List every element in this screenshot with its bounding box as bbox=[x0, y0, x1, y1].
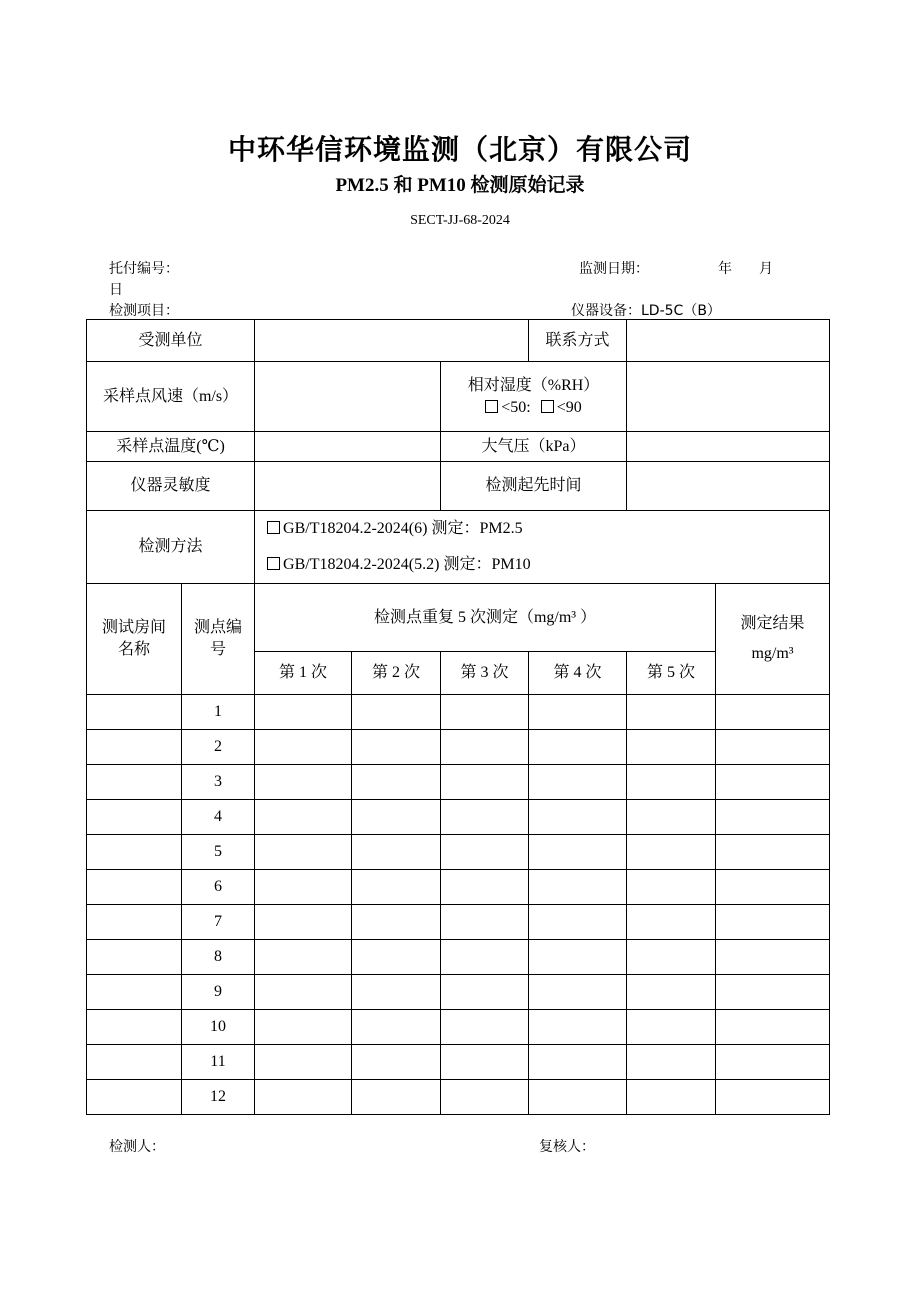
measurement-cell[interactable] bbox=[529, 905, 627, 940]
record-table bbox=[86, 319, 830, 1115]
measurement-cell[interactable] bbox=[352, 695, 441, 730]
humidity-checkbox-1[interactable] bbox=[485, 400, 498, 413]
entrust-no-label: 托付编号： bbox=[109, 261, 179, 277]
round-header: 第 5 次 bbox=[627, 652, 716, 695]
measurement-cell[interactable] bbox=[529, 870, 627, 905]
table-row bbox=[87, 870, 830, 905]
table-row bbox=[87, 940, 830, 975]
sensitivity-value[interactable] bbox=[255, 462, 441, 511]
measurement-cell[interactable] bbox=[255, 835, 352, 870]
table-row bbox=[87, 905, 830, 940]
point-number: 1 bbox=[182, 695, 255, 730]
round-header: 第 3 次 bbox=[441, 652, 529, 695]
measurement-cell[interactable] bbox=[441, 730, 529, 765]
table-row bbox=[87, 1045, 830, 1080]
method-options bbox=[255, 511, 830, 584]
humidity-checkbox-2[interactable] bbox=[541, 400, 554, 413]
method-checkbox-2[interactable] bbox=[267, 557, 280, 570]
wind-label: 采样点风速（m/s） bbox=[87, 362, 255, 432]
result-cell[interactable] bbox=[716, 975, 830, 1010]
result-cell[interactable] bbox=[716, 800, 830, 835]
method-option-2: GB/T18204.2-2024(5.2) 测定：PM10 bbox=[283, 556, 531, 573]
measurement-cell[interactable] bbox=[441, 870, 529, 905]
table-row bbox=[87, 730, 830, 765]
measurement-cell[interactable] bbox=[529, 800, 627, 835]
measurement-cell[interactable] bbox=[529, 695, 627, 730]
room-name-cell[interactable] bbox=[87, 695, 182, 730]
measurement-cell[interactable] bbox=[255, 695, 352, 730]
pressure-label: 大气压（kPa） bbox=[441, 432, 627, 462]
measurement-cell[interactable] bbox=[441, 835, 529, 870]
room-name-cell[interactable] bbox=[87, 870, 182, 905]
measurement-cell[interactable] bbox=[529, 730, 627, 765]
result-cell[interactable] bbox=[716, 905, 830, 940]
point-number: 4 bbox=[182, 800, 255, 835]
month-label: 月 bbox=[759, 261, 773, 277]
temp-value[interactable] bbox=[255, 432, 441, 462]
point-number: 2 bbox=[182, 730, 255, 765]
table-row bbox=[87, 835, 830, 870]
result-header-cell bbox=[716, 584, 830, 695]
room-name-cell[interactable] bbox=[87, 835, 182, 870]
measurement-cell[interactable] bbox=[627, 835, 716, 870]
room-name-cell[interactable] bbox=[87, 800, 182, 835]
measurement-cell[interactable] bbox=[352, 1080, 441, 1115]
table-row bbox=[87, 1010, 830, 1045]
humidity-opt2: <90 bbox=[556, 398, 582, 416]
point-number: 3 bbox=[182, 765, 255, 800]
table-row bbox=[87, 765, 830, 800]
measurement-cell[interactable] bbox=[255, 730, 352, 765]
measurement-cell[interactable] bbox=[255, 800, 352, 835]
room-name-cell[interactable] bbox=[87, 1010, 182, 1045]
table-row bbox=[87, 800, 830, 835]
measurement-cell[interactable] bbox=[627, 940, 716, 975]
result-unit: mg/m³ bbox=[751, 645, 794, 662]
measurement-cell[interactable] bbox=[352, 940, 441, 975]
measurement-cell[interactable] bbox=[441, 800, 529, 835]
point-number: 9 bbox=[182, 975, 255, 1010]
method-checkbox-1[interactable] bbox=[267, 521, 280, 534]
contact-label: 联系方式 bbox=[529, 320, 627, 362]
result-cell[interactable] bbox=[716, 695, 830, 730]
measurement-cell[interactable] bbox=[352, 870, 441, 905]
measurement-cell[interactable] bbox=[255, 765, 352, 800]
measurement-cell[interactable] bbox=[255, 975, 352, 1010]
measurement-cell[interactable] bbox=[255, 940, 352, 975]
measurement-cell[interactable] bbox=[441, 1010, 529, 1045]
room-name-cell[interactable] bbox=[87, 765, 182, 800]
wind-value[interactable] bbox=[255, 362, 441, 432]
unit-value[interactable] bbox=[255, 320, 529, 362]
measurement-cell[interactable] bbox=[627, 800, 716, 835]
point-number: 8 bbox=[182, 940, 255, 975]
measurement-cell[interactable] bbox=[529, 1010, 627, 1045]
item-label: 检测项目： bbox=[109, 303, 179, 319]
year-label: 年 bbox=[718, 261, 732, 277]
humidity-cell bbox=[441, 362, 627, 432]
measurement-cell[interactable] bbox=[441, 695, 529, 730]
measurement-cell[interactable] bbox=[441, 905, 529, 940]
measurement-cell[interactable] bbox=[627, 695, 716, 730]
room-name-cell[interactable] bbox=[87, 940, 182, 975]
measurement-cell[interactable] bbox=[441, 940, 529, 975]
room-name-cell[interactable] bbox=[87, 905, 182, 940]
measurement-cell[interactable] bbox=[627, 1045, 716, 1080]
measurement-cell[interactable] bbox=[352, 765, 441, 800]
measurement-cell[interactable] bbox=[529, 1080, 627, 1115]
measurement-cell[interactable] bbox=[255, 870, 352, 905]
point-number: 12 bbox=[182, 1080, 255, 1115]
table-row bbox=[87, 695, 830, 730]
result-header: 测定结果 bbox=[740, 615, 805, 632]
point-number: 11 bbox=[182, 1045, 255, 1080]
measurement-cell[interactable] bbox=[441, 765, 529, 800]
measurement-cell[interactable] bbox=[352, 835, 441, 870]
measurement-cell[interactable] bbox=[529, 940, 627, 975]
room-name-cell[interactable] bbox=[87, 1080, 182, 1115]
measurement-cell[interactable] bbox=[255, 1010, 352, 1045]
measurement-cell[interactable] bbox=[255, 1080, 352, 1115]
measurement-cell[interactable] bbox=[529, 835, 627, 870]
measurement-cell[interactable] bbox=[352, 730, 441, 765]
measurement-cell[interactable] bbox=[352, 1010, 441, 1045]
point-number: 5 bbox=[182, 835, 255, 870]
point-number: 7 bbox=[182, 905, 255, 940]
method-option-1: GB/T18204.2-2024(6) 测定：PM2.5 bbox=[283, 520, 523, 537]
measurement-cell[interactable] bbox=[529, 1045, 627, 1080]
point-number: 10 bbox=[182, 1010, 255, 1045]
measurement-cell[interactable] bbox=[352, 800, 441, 835]
repeat-header: 检测点重复 5 次测定（mg/m³ ） bbox=[255, 584, 716, 652]
measurement-cell[interactable] bbox=[255, 905, 352, 940]
reviewer-label: 复核人： bbox=[539, 1139, 595, 1155]
temp-label: 采样点温度(℃) bbox=[87, 432, 255, 462]
measurement-cell[interactable] bbox=[255, 1045, 352, 1080]
result-cell[interactable] bbox=[716, 765, 830, 800]
room-name-cell[interactable] bbox=[87, 730, 182, 765]
result-cell[interactable] bbox=[716, 1080, 830, 1115]
measurement-cell[interactable] bbox=[529, 765, 627, 800]
measurement-cell[interactable] bbox=[627, 905, 716, 940]
humidity-value[interactable] bbox=[627, 362, 830, 432]
inspector-label: 检测人： bbox=[109, 1139, 165, 1155]
measurement-cell[interactable] bbox=[529, 975, 627, 1010]
measurement-cell[interactable] bbox=[627, 1080, 716, 1115]
round-header: 第 1 次 bbox=[255, 652, 352, 695]
record-title: PM2.5 和 PM10 检测原始记录 bbox=[335, 175, 585, 196]
table-row bbox=[87, 1080, 830, 1115]
measurement-cell[interactable] bbox=[352, 975, 441, 1010]
humidity-label: 相对湿度（%RH） bbox=[467, 376, 600, 394]
round-header: 第 4 次 bbox=[529, 652, 627, 695]
result-cell[interactable] bbox=[716, 730, 830, 765]
method-label: 检测方法 bbox=[87, 511, 255, 584]
measurement-cell[interactable] bbox=[627, 1010, 716, 1045]
point-header: 测点编号 bbox=[182, 584, 255, 695]
sensitivity-label: 仪器灵敏度 bbox=[87, 462, 255, 511]
document-number: SECT-JJ-68-2024 bbox=[410, 213, 510, 228]
round-header: 第 2 次 bbox=[352, 652, 441, 695]
measurement-cell[interactable] bbox=[352, 905, 441, 940]
unit-label: 受测单位 bbox=[87, 320, 255, 362]
start-time-value[interactable] bbox=[627, 462, 830, 511]
result-cell[interactable] bbox=[716, 1010, 830, 1045]
result-cell[interactable] bbox=[716, 1045, 830, 1080]
result-cell[interactable] bbox=[716, 870, 830, 905]
monitor-date-label: 监测日期： bbox=[579, 261, 649, 277]
measurement-cell[interactable] bbox=[627, 975, 716, 1010]
company-title: 中环华信环境监测（北京）有限公司 bbox=[227, 133, 692, 166]
measurement-cell[interactable] bbox=[352, 1045, 441, 1080]
humidity-opt1: <50: bbox=[501, 398, 531, 416]
start-time-label: 检测起先时间 bbox=[441, 462, 627, 511]
result-cell[interactable] bbox=[716, 940, 830, 975]
measurement-cell[interactable] bbox=[627, 765, 716, 800]
instrument-label: 仪器设备：LD-5C（B） bbox=[571, 303, 721, 319]
room-name-cell[interactable] bbox=[87, 1045, 182, 1080]
pressure-value[interactable] bbox=[627, 432, 830, 462]
measurement-cell[interactable] bbox=[441, 1080, 529, 1115]
table-row bbox=[87, 975, 830, 1010]
result-cell[interactable] bbox=[716, 835, 830, 870]
contact-value[interactable] bbox=[627, 320, 830, 362]
measurement-cell[interactable] bbox=[441, 975, 529, 1010]
day-label: 日 bbox=[109, 282, 123, 298]
room-header: 测试房间名称 bbox=[87, 584, 182, 695]
measurement-cell[interactable] bbox=[441, 1045, 529, 1080]
measurement-cell[interactable] bbox=[627, 870, 716, 905]
measurement-cell[interactable] bbox=[627, 730, 716, 765]
point-number: 6 bbox=[182, 870, 255, 905]
room-name-cell[interactable] bbox=[87, 975, 182, 1010]
